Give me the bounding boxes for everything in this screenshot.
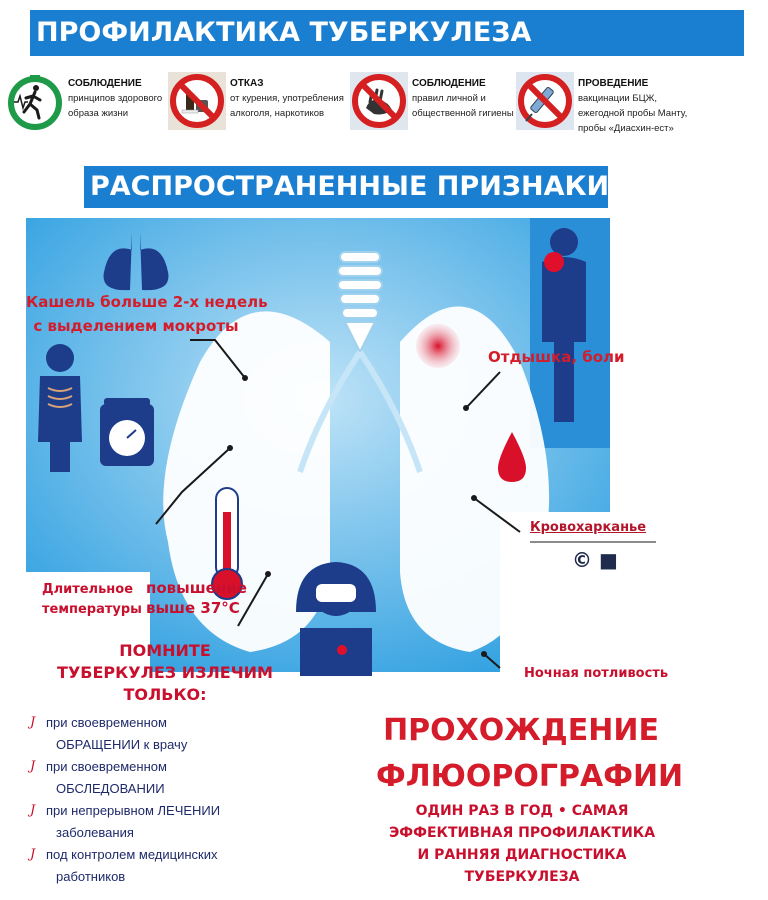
rule-title: СОБЛЮДЕНИЕ xyxy=(412,78,486,89)
rule-text: пробы «Диасхин-ест» xyxy=(578,123,674,134)
rule-title: ОТКАЗ xyxy=(230,78,264,89)
rule-text: принципов здорового xyxy=(68,93,163,104)
fluorography-heading: ПРОХОЖДЕНИЕ ФЛЮОРОГРАФИИ xyxy=(376,713,684,794)
rule-text: от курения, употребления xyxy=(230,93,344,104)
vaccine-syringe-icon xyxy=(516,72,574,130)
remember-heading: ПОМНИТЕ ТУБЕРКУЛЕЗ ИЗЛЕЧИМ ТОЛЬКО: xyxy=(57,641,273,704)
symptom-night-sweat: Ночная потливость xyxy=(524,666,669,681)
check-mark-icon: J xyxy=(30,847,36,862)
rule-text: ежегодной пробы Манту, xyxy=(578,108,688,119)
rule-refusal xyxy=(168,66,348,146)
symptom-long-fever: Длительное температуры xyxy=(42,582,142,617)
rule-healthy-lifestyle xyxy=(6,66,166,146)
symptom-cough: Кашель больше 2-х недель с выделением мокроты xyxy=(26,293,268,335)
rule-text: алкоголя, наркотиков xyxy=(230,108,325,119)
rule-text: образа жизни xyxy=(68,108,129,119)
page-title: ПРОФИЛАКТИКА ТУБЕРКУЛЕЗА xyxy=(30,10,744,56)
rule-title: ПРОВЕДЕНИЕ xyxy=(578,78,649,89)
signs-title: РАСПРОСТРАНЕННЫЕ ПРИЗНАКИ xyxy=(84,166,608,208)
copyright-mark: © ■ xyxy=(572,548,618,572)
cure-conditions-list xyxy=(30,712,330,888)
running-man-icon xyxy=(6,72,64,130)
hand-washing-icon xyxy=(350,72,408,130)
no-smoking-alcohol-icon xyxy=(168,72,226,130)
check-mark-icon: J xyxy=(30,715,36,730)
check-mark-icon: J xyxy=(30,759,36,774)
symptom-dyspnea: Отдышка, боли xyxy=(488,348,625,366)
check-mark-icon: J xyxy=(30,803,36,818)
lungs-illustration xyxy=(0,212,768,702)
rule-title: СОБЛЮДЕНИЕ xyxy=(68,78,142,89)
rule-hygiene xyxy=(350,66,520,146)
symptom-hemoptysis: Кровохарканье xyxy=(530,520,647,535)
rule-text: общественной гигиены xyxy=(412,108,514,119)
list-item: J при своевременном ОБСЛЕДОВАНИИ xyxy=(30,756,330,800)
list-item: J при непрерывном ЛЕЧЕНИИ заболевания xyxy=(30,800,330,844)
rule-text: вакцинации БЦЖ, xyxy=(578,93,658,104)
rule-text: правил личной и xyxy=(412,93,486,104)
list-item: J под контролем медицинских работников xyxy=(30,844,330,888)
list-item: J при своевременном ОБРАЩЕНИИ к врачу xyxy=(30,712,330,756)
rule-vaccination xyxy=(516,66,716,146)
symptom-temperature: повышение выше 37°С xyxy=(146,579,247,617)
fluorography-subtitle: ОДИН РАЗ В ГОД • САМАЯ ЭФФЕКТИВНАЯ ПРОФИЛАКТИКА И РАННЯЯ ДИАГНОСТИКА ТУБЕРКУЛЕЗА xyxy=(388,803,656,885)
